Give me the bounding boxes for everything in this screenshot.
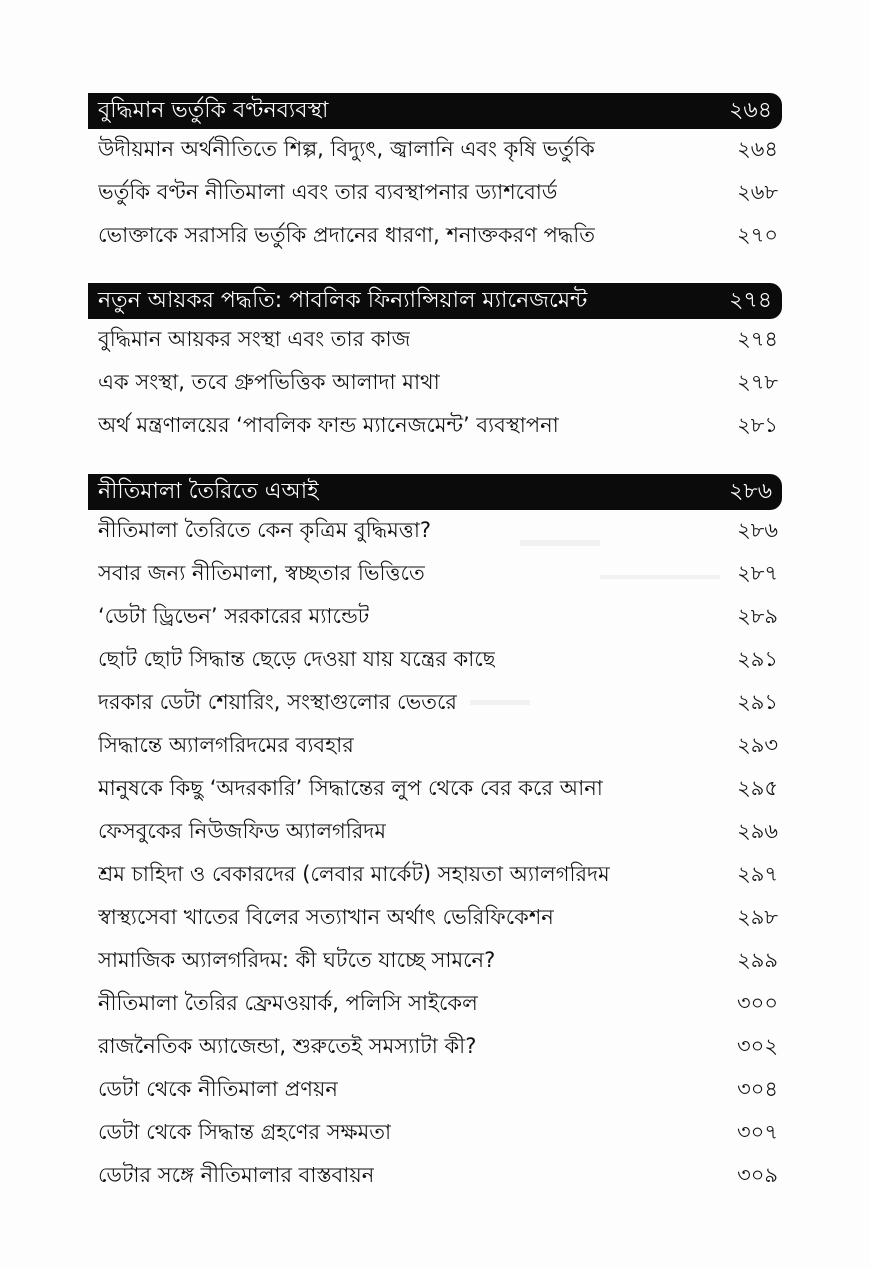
entry-title: সিদ্ধান্তে অ্যালগরিদমের ব্যবহার [98, 733, 354, 757]
entry-page-number: ৩০৯ [737, 1163, 778, 1187]
entry-title: রাজনৈতিক অ্যাজেন্ডা, শুরুতেই সমস্যাটা কী? [98, 1034, 477, 1058]
entry-title: মানুষকে কিছু ‘অদরকারি’ সিদ্ধান্তের লুপ থেকে বের করে আনা [98, 776, 603, 800]
entry-title: ডেটার সঙ্গে নীতিমালার বাস্তবায়ন [98, 1163, 375, 1187]
entry-page-number: ২৭০ [737, 223, 778, 247]
section-title: নতুন আয়কর পদ্ধতি: পাবলিক ফিন্যান্সিয়াল ম্যানেজমেন্ট [98, 287, 588, 313]
section-header[interactable] [88, 474, 782, 510]
entry-page-number: ৩০৪ [737, 1077, 778, 1101]
entry-title: ডেটা থেকে নীতিমালা প্রণয়ন [98, 1077, 338, 1101]
entry-page-number: ২৭৪ [737, 327, 778, 351]
toc-section-subsidy [88, 93, 782, 258]
entry-title: ছোট ছোট সিদ্ধান্ত ছেড়ে দেওয়া যায় যন্ত্রের কাছে [98, 647, 496, 671]
toc-entry[interactable] [88, 362, 782, 405]
toc-entry[interactable] [88, 596, 782, 639]
entry-title: সবার জন্য নীতিমালা, স্বচ্ছতার ভিত্তিতে [98, 561, 425, 585]
section-page-number: ২৮৬ [729, 478, 772, 504]
toc-entry[interactable] [88, 319, 782, 362]
entry-page-number: ২৭৮ [737, 370, 778, 394]
toc-entry[interactable] [88, 1155, 782, 1198]
section-header[interactable] [88, 93, 782, 129]
toc-entry[interactable] [88, 940, 782, 983]
entry-page-number: ৩০২ [737, 1034, 778, 1058]
entry-page-number: ২৮৭ [737, 561, 778, 585]
entry-page-number: ২৯৩ [737, 733, 778, 757]
section-page-number: ২৬৪ [729, 97, 772, 123]
entry-title: উদীয়মান অর্থনীতিতে শিল্প, বিদ্যুৎ, জ্বালানি এবং কৃষি ভর্তুকি [98, 137, 595, 161]
entry-page-number: ২৯৮ [737, 905, 778, 929]
toc-entry[interactable] [88, 1026, 782, 1069]
toc-entry[interactable] [88, 405, 782, 448]
entry-title: শ্রম চাহিদা ও বেকারদের (লেবার মার্কেট) সহায়তা অ্যালগরিদম [98, 862, 610, 886]
toc-entry[interactable] [88, 897, 782, 940]
toc-entry[interactable] [88, 510, 782, 553]
entry-title: ডেটা থেকে সিদ্ধান্ত গ্রহণের সক্ষমতা [98, 1120, 392, 1144]
entry-title: ভোক্তাকে সরাসরি ভর্তুকি প্রদানের ধারণা, শনাক্তকরণ পদ্ধতি [98, 223, 595, 247]
toc-entry[interactable] [88, 983, 782, 1026]
entry-page-number: ৩০০ [737, 991, 778, 1015]
toc-entry[interactable] [88, 1112, 782, 1155]
toc-entry[interactable] [88, 1069, 782, 1112]
entry-page-number: ২৯১ [737, 690, 778, 714]
section-page-number: ২৭৪ [729, 287, 772, 313]
toc-section-income-tax [88, 283, 782, 448]
toc-entry[interactable] [88, 172, 782, 215]
entry-title: স্বাস্থ্যসেবা খাতের বিলের সত্যাখান অর্থাৎ ভেরিফিকেশন [98, 905, 554, 929]
section-title: বুদ্ধিমান ভর্তুকি বণ্টনব্যবস্থা [98, 97, 329, 123]
toc-entry[interactable] [88, 854, 782, 897]
entry-title: নীতিমালা তৈরির ফ্রেমওয়ার্ক, পলিসি সাইকেল [98, 991, 478, 1015]
entry-page-number: ২৮১ [737, 413, 778, 437]
entry-title: এক সংস্থা, তবে গ্রুপভিত্তিক আলাদা মাথা [98, 370, 440, 394]
toc-entry[interactable] [88, 129, 782, 172]
section-title: নীতিমালা তৈরিতে এআই [98, 478, 319, 504]
entry-title: নীতিমালা তৈরিতে কেন কৃত্রিম বুদ্ধিমত্তা? [98, 518, 432, 542]
toc-entry[interactable] [88, 639, 782, 682]
toc-entry[interactable] [88, 768, 782, 811]
entry-page-number: ২৯৬ [737, 819, 778, 843]
toc-section-ai-policy [88, 474, 782, 1198]
toc-entry[interactable] [88, 215, 782, 258]
entry-title: ‘ডেটা ড্রিভেন’ সরকারের ম্যান্ডেট [98, 604, 370, 628]
entry-page-number: ২৯৭ [737, 862, 778, 886]
entry-title: বুদ্ধিমান আয়কর সংস্থা এবং তার কাজ [98, 327, 411, 351]
entry-page-number: ২৯৫ [737, 776, 778, 800]
entry-page-number: ২৮৯ [737, 604, 778, 628]
entry-page-number: ২৯৯ [737, 948, 778, 972]
entry-title: ফেসবুকের নিউজফিড অ্যালগরিদম [98, 819, 386, 843]
toc-entry[interactable] [88, 811, 782, 854]
entry-page-number: ৩০৭ [737, 1120, 778, 1144]
toc-entry[interactable] [88, 682, 782, 725]
entry-page-number: ২৯১ [737, 647, 778, 671]
entry-page-number: ২৬৪ [737, 137, 778, 161]
entry-title: অর্থ মন্ত্রণালয়ের ‘পাবলিক ফান্ড ম্যানেজমেন্ট’ ব্যবস্থাপনা [98, 413, 559, 437]
toc-entry[interactable] [88, 553, 782, 596]
section-header[interactable] [88, 283, 782, 319]
entry-title: ভর্তুকি বণ্টন নীতিমালা এবং তার ব্যবস্থাপনার ড্যাশবোর্ড [98, 180, 558, 204]
toc-entry[interactable] [88, 725, 782, 768]
entry-page-number: ২৬৮ [737, 180, 778, 204]
entry-page-number: ২৮৬ [737, 518, 778, 542]
entry-title: দরকার ডেটা শেয়ারিং, সংস্থাগুলোর ভেতরে [98, 690, 457, 714]
entry-title: সামাজিক অ্যালগরিদম: কী ঘটতে যাচ্ছে সামনে? [98, 948, 496, 972]
